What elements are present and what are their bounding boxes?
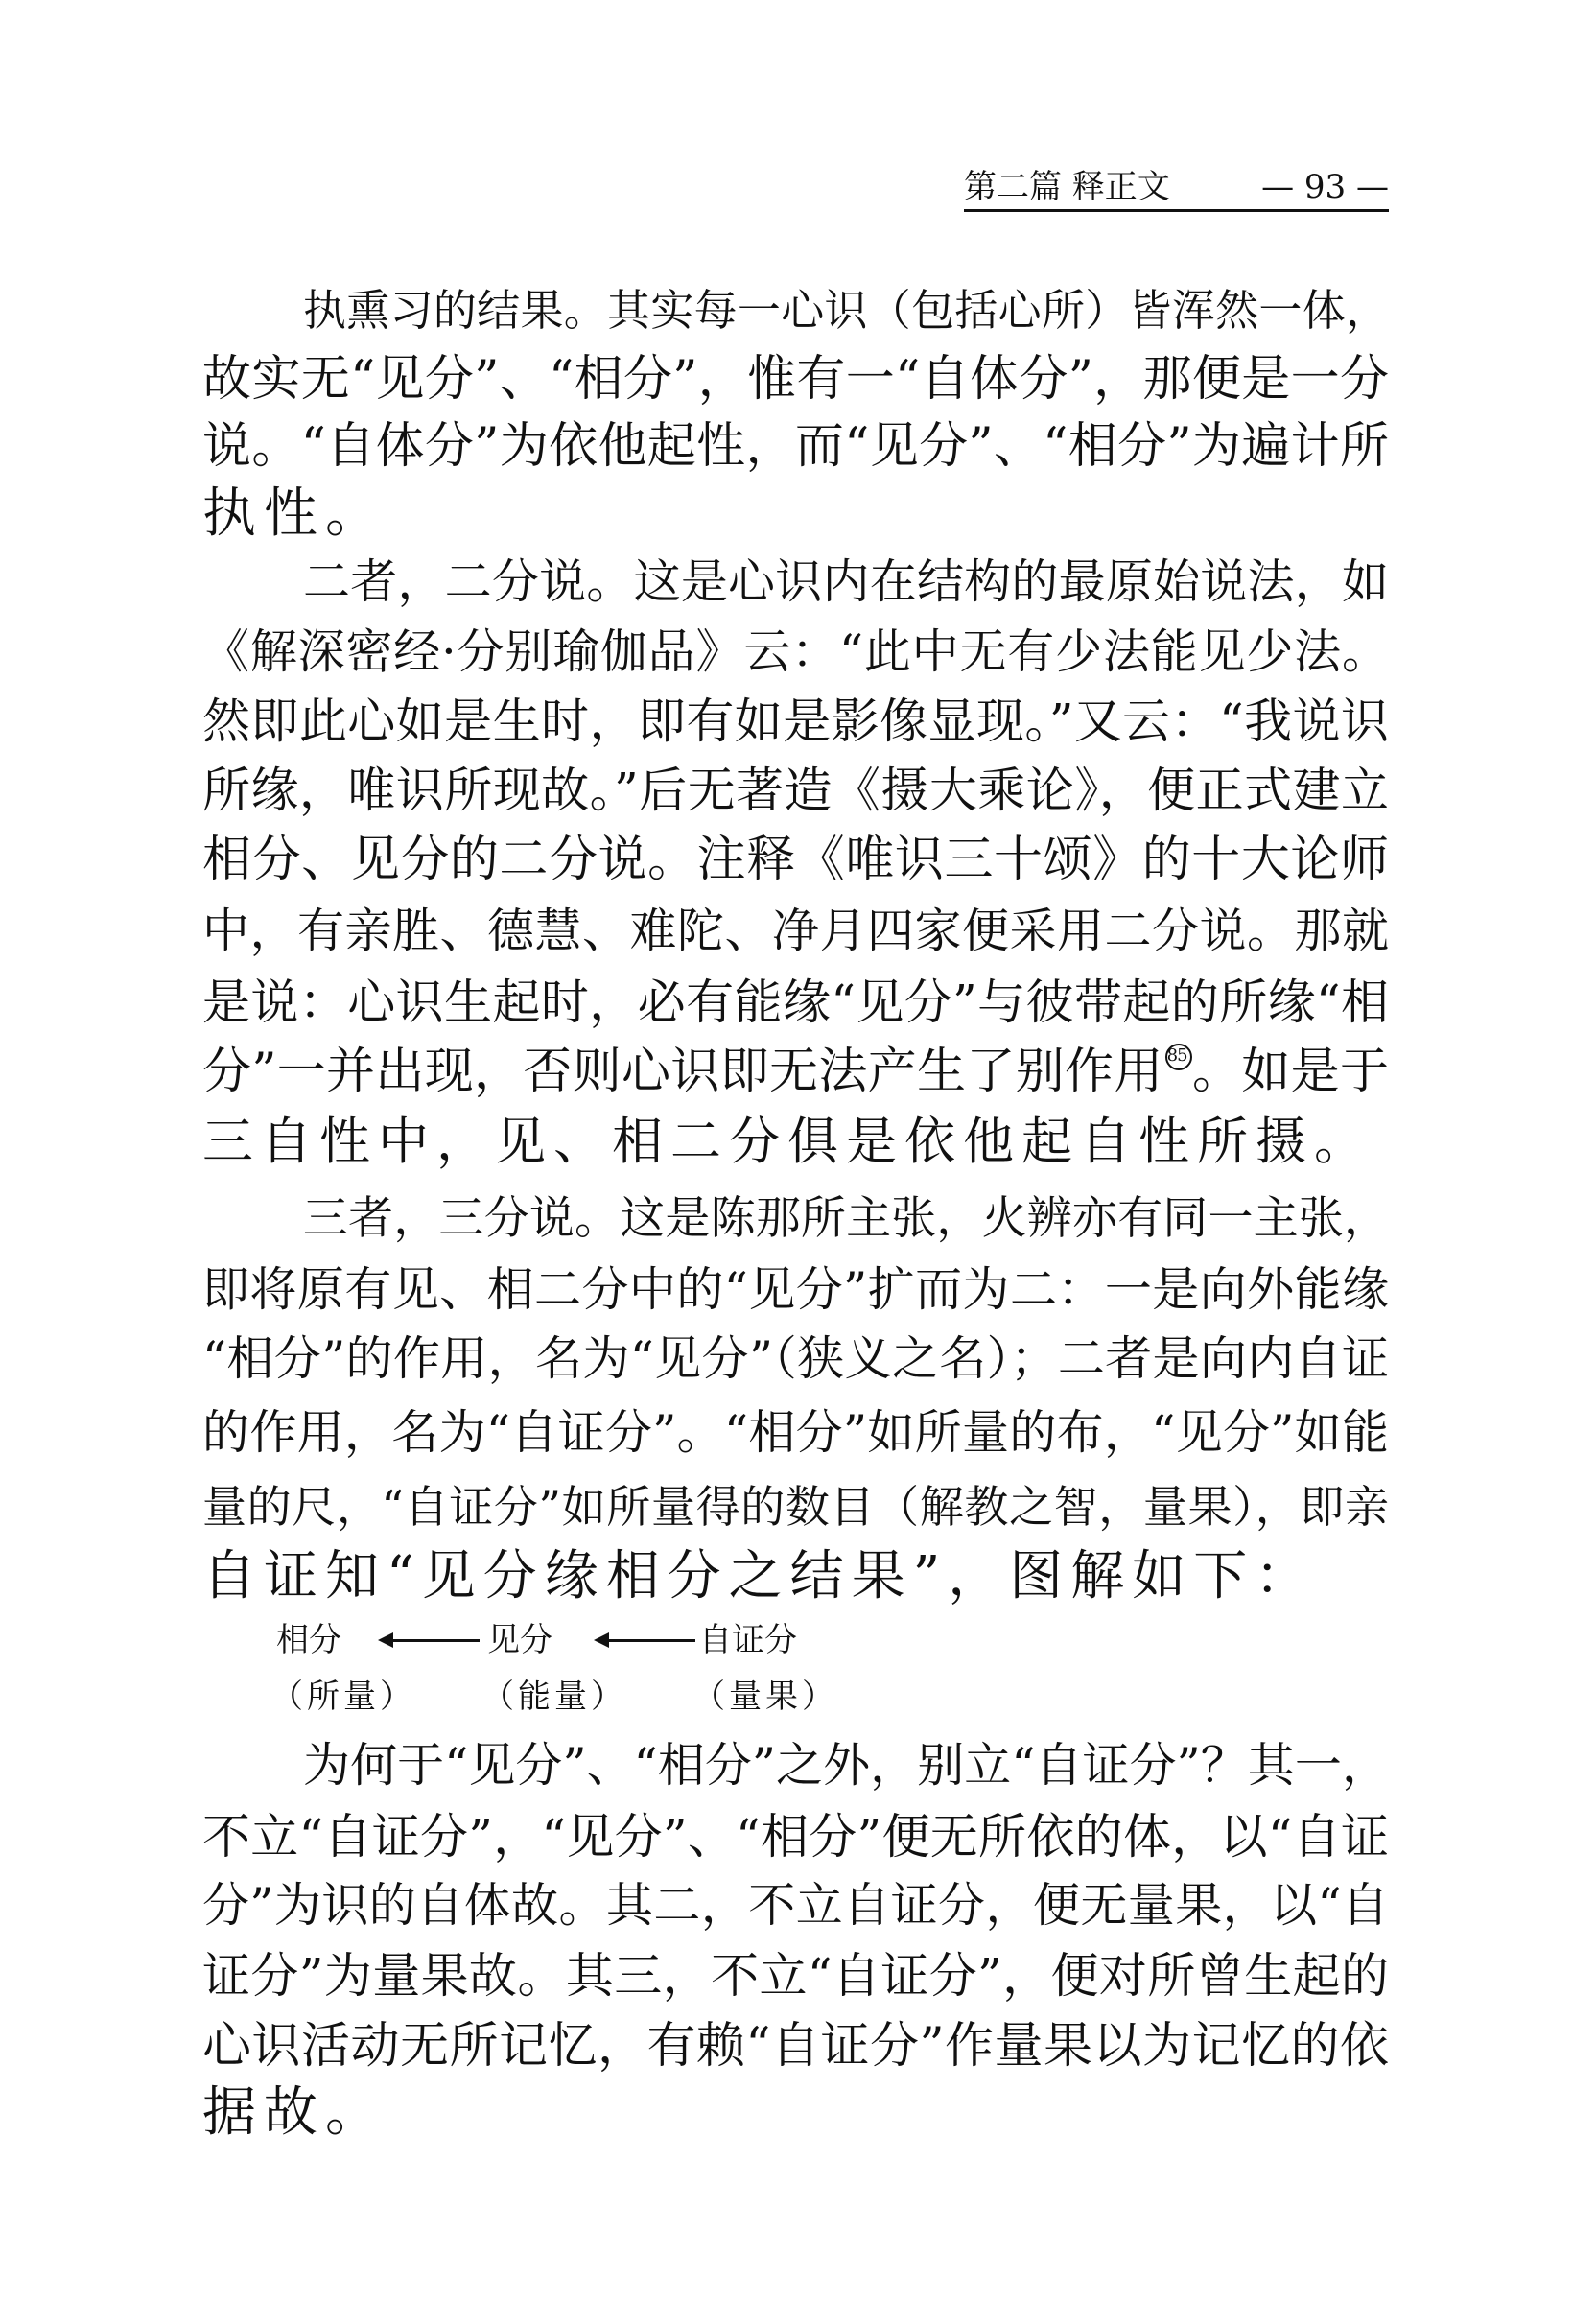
line-text: 心识活动无所记忆，有赖“自证分”作量果以为记忆的依: [202, 2018, 1389, 2075]
text-line: [202, 826, 1389, 895]
section-title: 第二篇 释正文: [964, 168, 1170, 206]
text-line: [202, 968, 1389, 1037]
diagram-term-zizhengfen: 自证分: [699, 1621, 797, 1659]
text-line: [303, 276, 1389, 345]
line-text: 的作用，名为“自证分”。“相分”如所量的布，“见分”如能: [202, 1405, 1389, 1460]
text-line: [202, 1108, 1373, 1177]
line-text: 说。“自体分”为依他起性，而“见分”、“相分”为遍计所: [202, 418, 1389, 475]
line-text: “相分”的作用，名为“见分”（狭义之名）；二者是向内自证: [202, 1331, 1389, 1386]
line-text: 量的尺，“自证分”如所量得的数目（解教之智，量果），即亲: [202, 1481, 1389, 1533]
line-text: 然即此心如是生时，即有如是影像显现。”又云：“我说识: [202, 693, 1389, 749]
text-line: [202, 687, 1389, 756]
footnote-marker[interactable]: 85: [1165, 1044, 1192, 1070]
text-line: [202, 618, 1389, 687]
line-text: 三自性中，见、相二分俱是依他起自性所摄。: [202, 1113, 1373, 1171]
diagram-term-xiangfen: 相分: [276, 1621, 341, 1659]
page-number: — 93 —: [1261, 168, 1389, 206]
line-text: 二者，二分说。这是心识内在结构的最原始说法，如: [303, 554, 1389, 609]
text-line: [202, 1398, 1389, 1467]
text-line: [202, 1542, 1316, 1611]
text-line: [202, 1802, 1389, 1871]
text-line: [202, 756, 1389, 825]
line-text: 所缘，唯识所现故。”后无著造《摄大乘论》，便正式建立: [202, 763, 1389, 818]
line-text: 即将原有见、相二分中的“见分”扩而为二：一是向外能缘: [202, 1262, 1389, 1317]
line-text: 不立“自证分”，“见分”、“相分”便无所依的体，以“自证: [202, 1809, 1389, 1865]
text-line: [303, 1731, 1389, 1800]
line-text: 中，有亲胜、德慧、难陀、净月四家便采用二分说。那就: [202, 904, 1389, 958]
line-text: 三者，三分说。这是陈那所主张，火辨亦有同一主张，: [303, 1192, 1389, 1245]
header-rule: [964, 209, 1389, 212]
line-text: 是说：心识生起时，必有能缘“见分”与彼带起的所缘“相: [202, 974, 1389, 1030]
arrow-left-icon: [598, 1639, 695, 1642]
line-text: 执熏习的结果。其实每一心识（包括心所）皆浑然一体，: [303, 285, 1389, 336]
header-bar: [964, 163, 1389, 211]
line-text: 分”一并出现，否则心识即无法产生了别作用: [202, 1044, 1163, 1100]
arrow-left-icon: [382, 1639, 480, 1642]
line-text-after-footnote: 。如是于: [1191, 1044, 1389, 1100]
diagram-term-jianfen: 见分: [487, 1621, 552, 1659]
line-text: 分”为识的自体故。其二，不立自证分，便无量果，以“自: [202, 1878, 1389, 1933]
line-text: 《解深密经·分别瑜伽品》云：“此中无有少法能见少法。: [202, 624, 1389, 679]
diagram-role-liangguo: （量果）: [692, 1678, 838, 1716]
text-line: [202, 412, 1389, 481]
text-line: [202, 345, 1389, 414]
text-line: [202, 1256, 1389, 1325]
text-line: [202, 2078, 387, 2148]
diagram-role-nengliang: （能量）: [481, 1678, 627, 1716]
line-text: 故实无“见分”、“相分”，惟有一“自体分”，那便是一分: [202, 351, 1389, 408]
text-line: [303, 548, 1389, 617]
line-text: 证分”为量果故。其三，不立“自证分”，便对所曾生起的: [202, 1948, 1389, 2004]
text-line: [202, 1472, 1389, 1541]
text-line: [202, 480, 387, 549]
diagram-role-suoliang: （所量）: [270, 1678, 416, 1716]
text-line: [202, 897, 1389, 966]
text-line: [202, 1941, 1389, 2010]
line-text: 相分、见分的二分说。注释《唯识三十颂》的十大论师: [202, 832, 1389, 888]
text-line: [202, 1871, 1389, 1940]
line-text: 为何于“见分”、“相分”之外，别立“自证分”？其一，: [303, 1738, 1389, 1793]
text-line: [202, 1038, 1389, 1107]
text-line: [202, 2012, 1389, 2081]
text-line: [202, 1325, 1389, 1394]
line-text: 自证知“见分缘相分之结果”，图解如下：: [202, 1545, 1317, 1608]
text-line: [303, 1185, 1389, 1254]
line-text: 据故。: [202, 2081, 387, 2144]
line-text: 执性。: [202, 482, 387, 545]
